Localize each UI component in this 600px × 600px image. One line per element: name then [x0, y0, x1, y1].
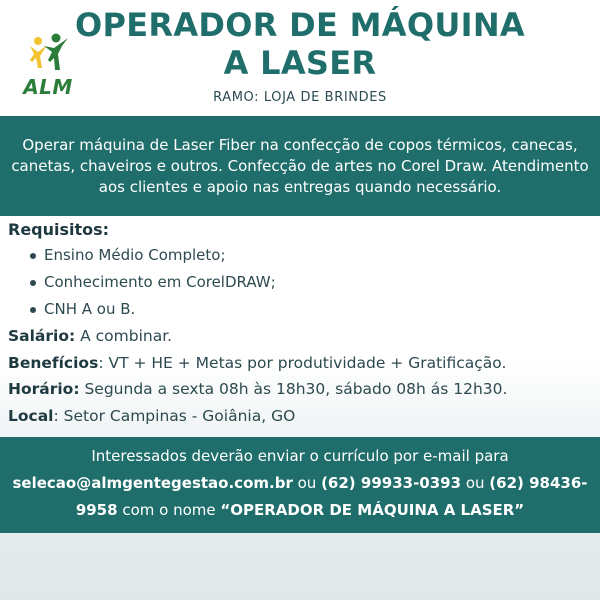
requirement-item: Ensino Médio Completo; [30, 242, 593, 269]
contact-phone-1[interactable]: (62) 99933-0393 [321, 474, 462, 492]
job-title-line-2: A LASER [223, 44, 377, 82]
salary-label: Salário: [8, 327, 76, 345]
job-sector: RAMO: LOJA DE BRINDES [213, 90, 387, 105]
application-band [0, 437, 600, 533]
location-value: : Setor Campinas - Goiânia, GO [53, 406, 296, 425]
separator-or: ou [461, 474, 490, 492]
logo-text: ALM [23, 75, 73, 99]
job-description: Operar máquina de Laser Fiber na confecção de copos térmicos, canecas, canetas, chaveiros e outros. Confecção de artes no Corel Draw. Atendimento aos clientes e apoio nas entregas quando necessário. [11, 135, 589, 196]
benefits-value: : VT + HE + Metas por produtividade + Gratificação. [98, 353, 507, 372]
hours-line [8, 376, 593, 403]
salary-value: A combinar. [75, 327, 173, 345]
requirements-list [8, 242, 593, 323]
salary-line [8, 323, 593, 350]
job-details [8, 218, 593, 429]
header [0, 0, 600, 118]
requirements-title: Requisitos: [8, 220, 110, 239]
subject-intro: com o nome [117, 501, 221, 519]
separator-or: ou [292, 474, 322, 492]
benefits-label: Benefícios [8, 353, 99, 372]
contact-phone-2[interactable]: (62) 98436-9958 [75, 474, 588, 519]
location-line [8, 403, 593, 430]
application-intro: Interessados deverão enviar o currículo por e-mail para [91, 447, 509, 465]
job-title-line-1: OPERADOR DE MÁQUINA [75, 6, 525, 44]
requirement-item: CNH A ou B. [30, 296, 593, 323]
email-subject: “OPERADOR DE MÁQUINA A LASER” [220, 501, 525, 519]
requirement-item: Conhecimento em CorelDRAW; [30, 269, 593, 296]
description-band [0, 116, 600, 216]
hours-value: Segunda a sexta 08h às 18h30, sábado 08h ás 12h30. [79, 380, 508, 398]
hours-label: Horário: [8, 380, 80, 398]
logo-figures-icon [24, 32, 74, 76]
job-title [70, 6, 530, 82]
location-label: Local [8, 406, 54, 425]
benefits-line [8, 350, 593, 377]
contact-email[interactable]: selecao@almgentegestao.com.br [12, 474, 293, 492]
application-instructions [8, 443, 592, 524]
